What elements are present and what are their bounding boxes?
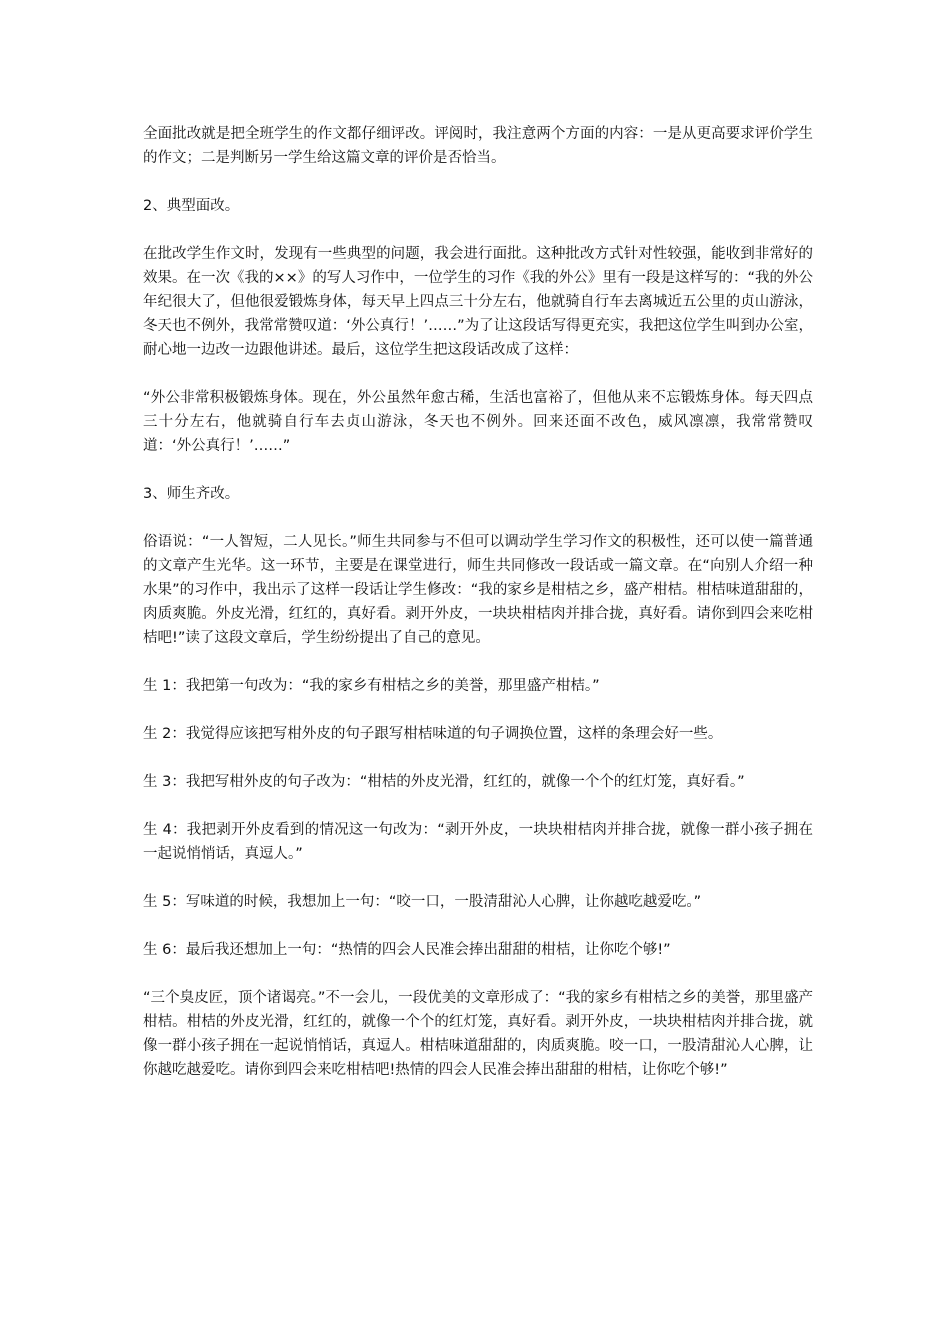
heading-joint-review: 3、师生齐改。 xyxy=(143,486,240,502)
student-comment-2: 生 2：我觉得应该把写柑外皮的句子跟写柑桔味道的句子调换位置，这样的条理会好一些。 xyxy=(143,726,723,742)
paragraph-full-review: 全面批改就是把全班学生的作文都仔细评改。评阅时，我注意两个方面的内容：一是从更高要求评价学生的作文；二是判断另一学生给这篇文章的评价是否恰当。 xyxy=(143,126,813,166)
paragraph-joint-review: 俗语说：“一人智短，二人见长。”师生共同参与不但可以调动学生学习作文的积极性，还可以使一篇普通的文章产生光华。这一环节，主要是在课堂进行，师生共同修改一段话或一篇文章。在“向别人介绍一种水果”的习作中，我出示了这样一段话让学生修改：“我的家乡是柑桔之乡，盛产柑桔。柑桔味道甜甜的，肉质爽脆。外皮光滑，红红的，真好看。剥开外皮，一块块柑桔肉并排合拢，真好看。请你到四会来吃柑桔吧!”读了这段文章后，学生纷纷提出了自己的意见。 xyxy=(143,534,813,646)
student-comment-3: 生 3：我把写柑外皮的句子改为：“柑桔的外皮光滑，红红的，就像一个个的红灯笼，真好看。” xyxy=(143,774,745,790)
heading-typical-face-review: 2、典型面改。 xyxy=(143,198,240,214)
student-comment-4: 生 4：我把剥开外皮看到的情况这一句改为：“剥开外皮，一块块柑桔肉并排合拢，就像一群小孩子拥在一起说悄悄话，真逗人。” xyxy=(143,822,813,862)
student-comment-5: 生 5：写味道的时候，我想加上一句：“咬一口，一股清甜沁人心脾，让你越吃越爱吃。” xyxy=(143,894,702,910)
document-body xyxy=(143,122,813,1106)
paragraph-face-review: 在批改学生作文时，发现有一些典型的问题，我会进行面批。这种批改方式针对性较强，能收到非常好的效果。在一次《我的××》的写人习作中，一位学生的习作《我的外公》里有一段是这样写的：“我的外公年纪很大了，但他很爱锻炼身体，每天早上四点三十分左右，他就骑自行车去离城近五公里的贞山游泳，冬天也不例外，我常常赞叹道：‘外公真行！’……”为了让这段话写得更充实，我把这位学生叫到办公室，耐心地一边改一边跟他讲述。最后，这位学生把这段话改成了这样： xyxy=(143,246,813,358)
student-comment-1: 生 1：我把第一句改为：“我的家乡有柑桔之乡的美誉，那里盛产柑桔。” xyxy=(143,678,600,694)
student-comment-6: 生 6：最后我还想加上一句：“热情的四会人民准会捧出甜甜的柑桔，让你吃个够!” xyxy=(143,942,671,958)
paragraph-final-text: “三个臭皮匠，顶个诸谒亮。”不一会儿，一段优美的文章形成了：“我的家乡有柑桔之乡的美誉，那里盛产柑桔。柑桔的外皮光滑，红红的，就像一个个的红灯笼，真好看。剥开外皮，一块块柑桔肉并排合拢，就像一群小孩子拥在一起说悄悄话，真逗人。柑桔味道甜甜的，肉质爽脆。咬一口，一股清甜沁人心脾，让你越吃越爱吃。请你到四会来吃柑桔吧!热情的四会人民准会捧出甜甜的柑桔，让你吃个够!” xyxy=(143,990,813,1078)
paragraph-revised-quote: “外公非常积极锻炼身体。现在，外公虽然年愈古稀，生活也富裕了，但他从来不忘锻炼身体。每天四点三十分左右，他就骑自行车去贞山游泳，冬天也不例外。回来还面不改色，威风凛凛，我常常赞叹道：‘外公真行！’……” xyxy=(143,390,813,454)
